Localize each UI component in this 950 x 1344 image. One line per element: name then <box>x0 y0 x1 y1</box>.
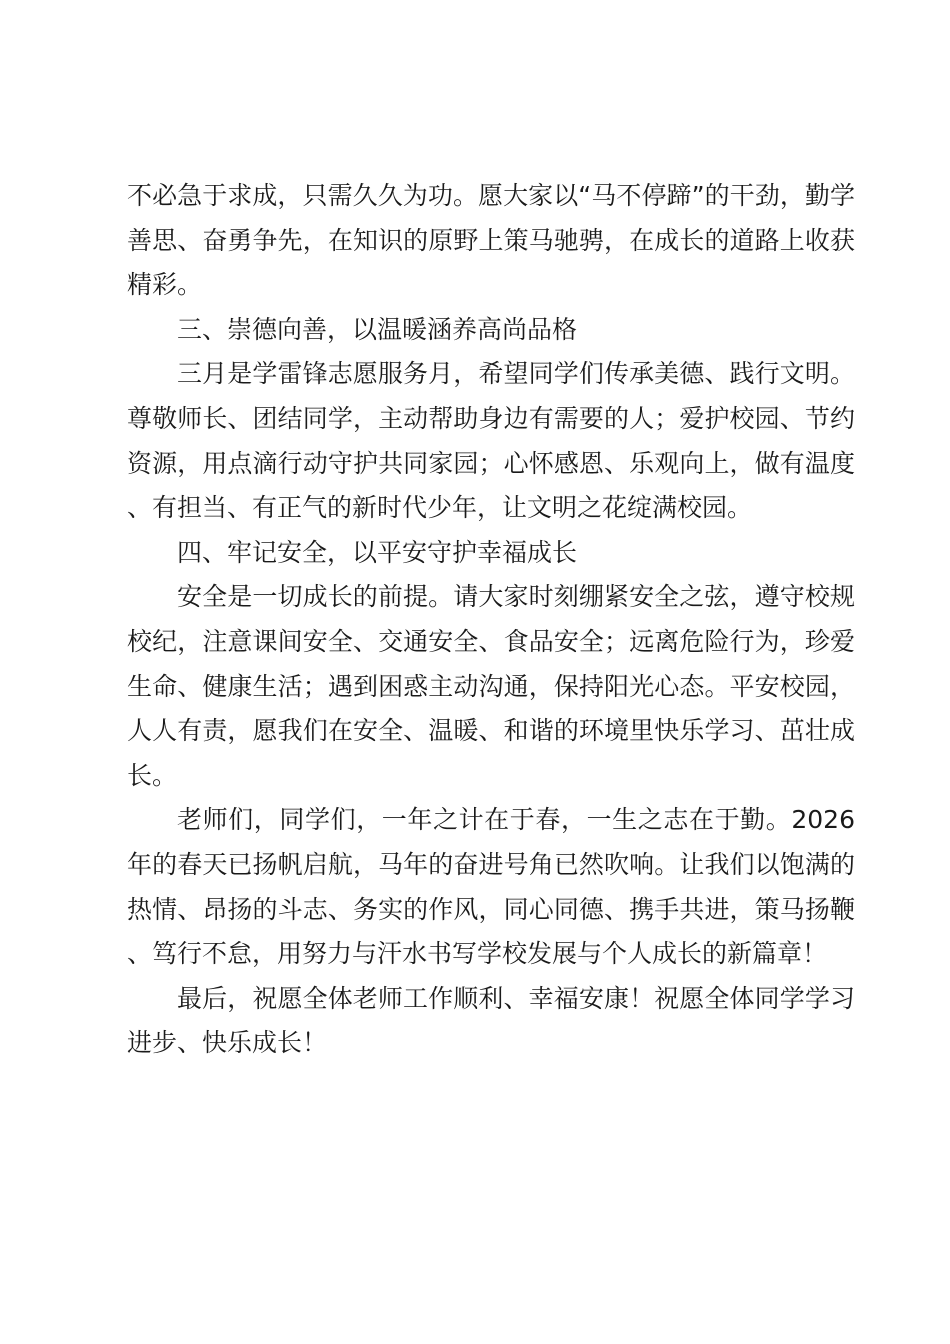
paragraph-closing: 老师们，同学们，一年之计在于春，一生之志在于勤。2026 年的春天已扬帆启航，马年的奋进号角已然吹响。让我们以饱满的热情、昂扬的斗志、务实的作风，同心同德、携手共进，策马扬鞭、笃行不怠，用努力与汗水书写学校发展与个人成长的新篇章！ <box>127 805 855 969</box>
document-body <box>127 174 855 1066</box>
paragraph-wishes: 最后，祝愿全体老师工作顺利、幸福安康！祝愿全体同学学习进步、快乐成长！ <box>127 983 855 1058</box>
paragraph-continuation: 不必急于求成，只需久久为功。愿大家以“马不停蹄”的干劲，勤学善思、奋勇争先，在知识的原野上策马驰骋，在成长的道路上收获精彩。 <box>127 181 855 300</box>
section-heading-safety: 四、牢记安全，以平安守护幸福成长 <box>177 537 578 567</box>
paragraph-safety: 安全是一切成长的前提。请大家时刻绷紧安全之弦，遵守校规校纪，注意课间安全、交通安全、食品安全；远离危险行为，珍爱生命、健康生活；遇到困惑主动沟通，保持阳光心态。平安校园，人人有责，愿我们在安全、温暖、和谐的环境里快乐学习、茁壮成长。 <box>127 582 855 790</box>
paragraph-virtue: 三月是学雷锋志愿服务月，希望同学们传承美德、践行文明。尊敬师长、团结同学，主动帮助身边有需要的人；爱护校园、节约资源，用点滴行动守护共同家园；心怀感恩、乐观向上，做有温度、有担当、有正气的新时代少年，让文明之花绽满校园。 <box>127 359 855 523</box>
section-heading-virtue: 三、崇德向善，以温暖涵养高尚品格 <box>177 314 578 344</box>
